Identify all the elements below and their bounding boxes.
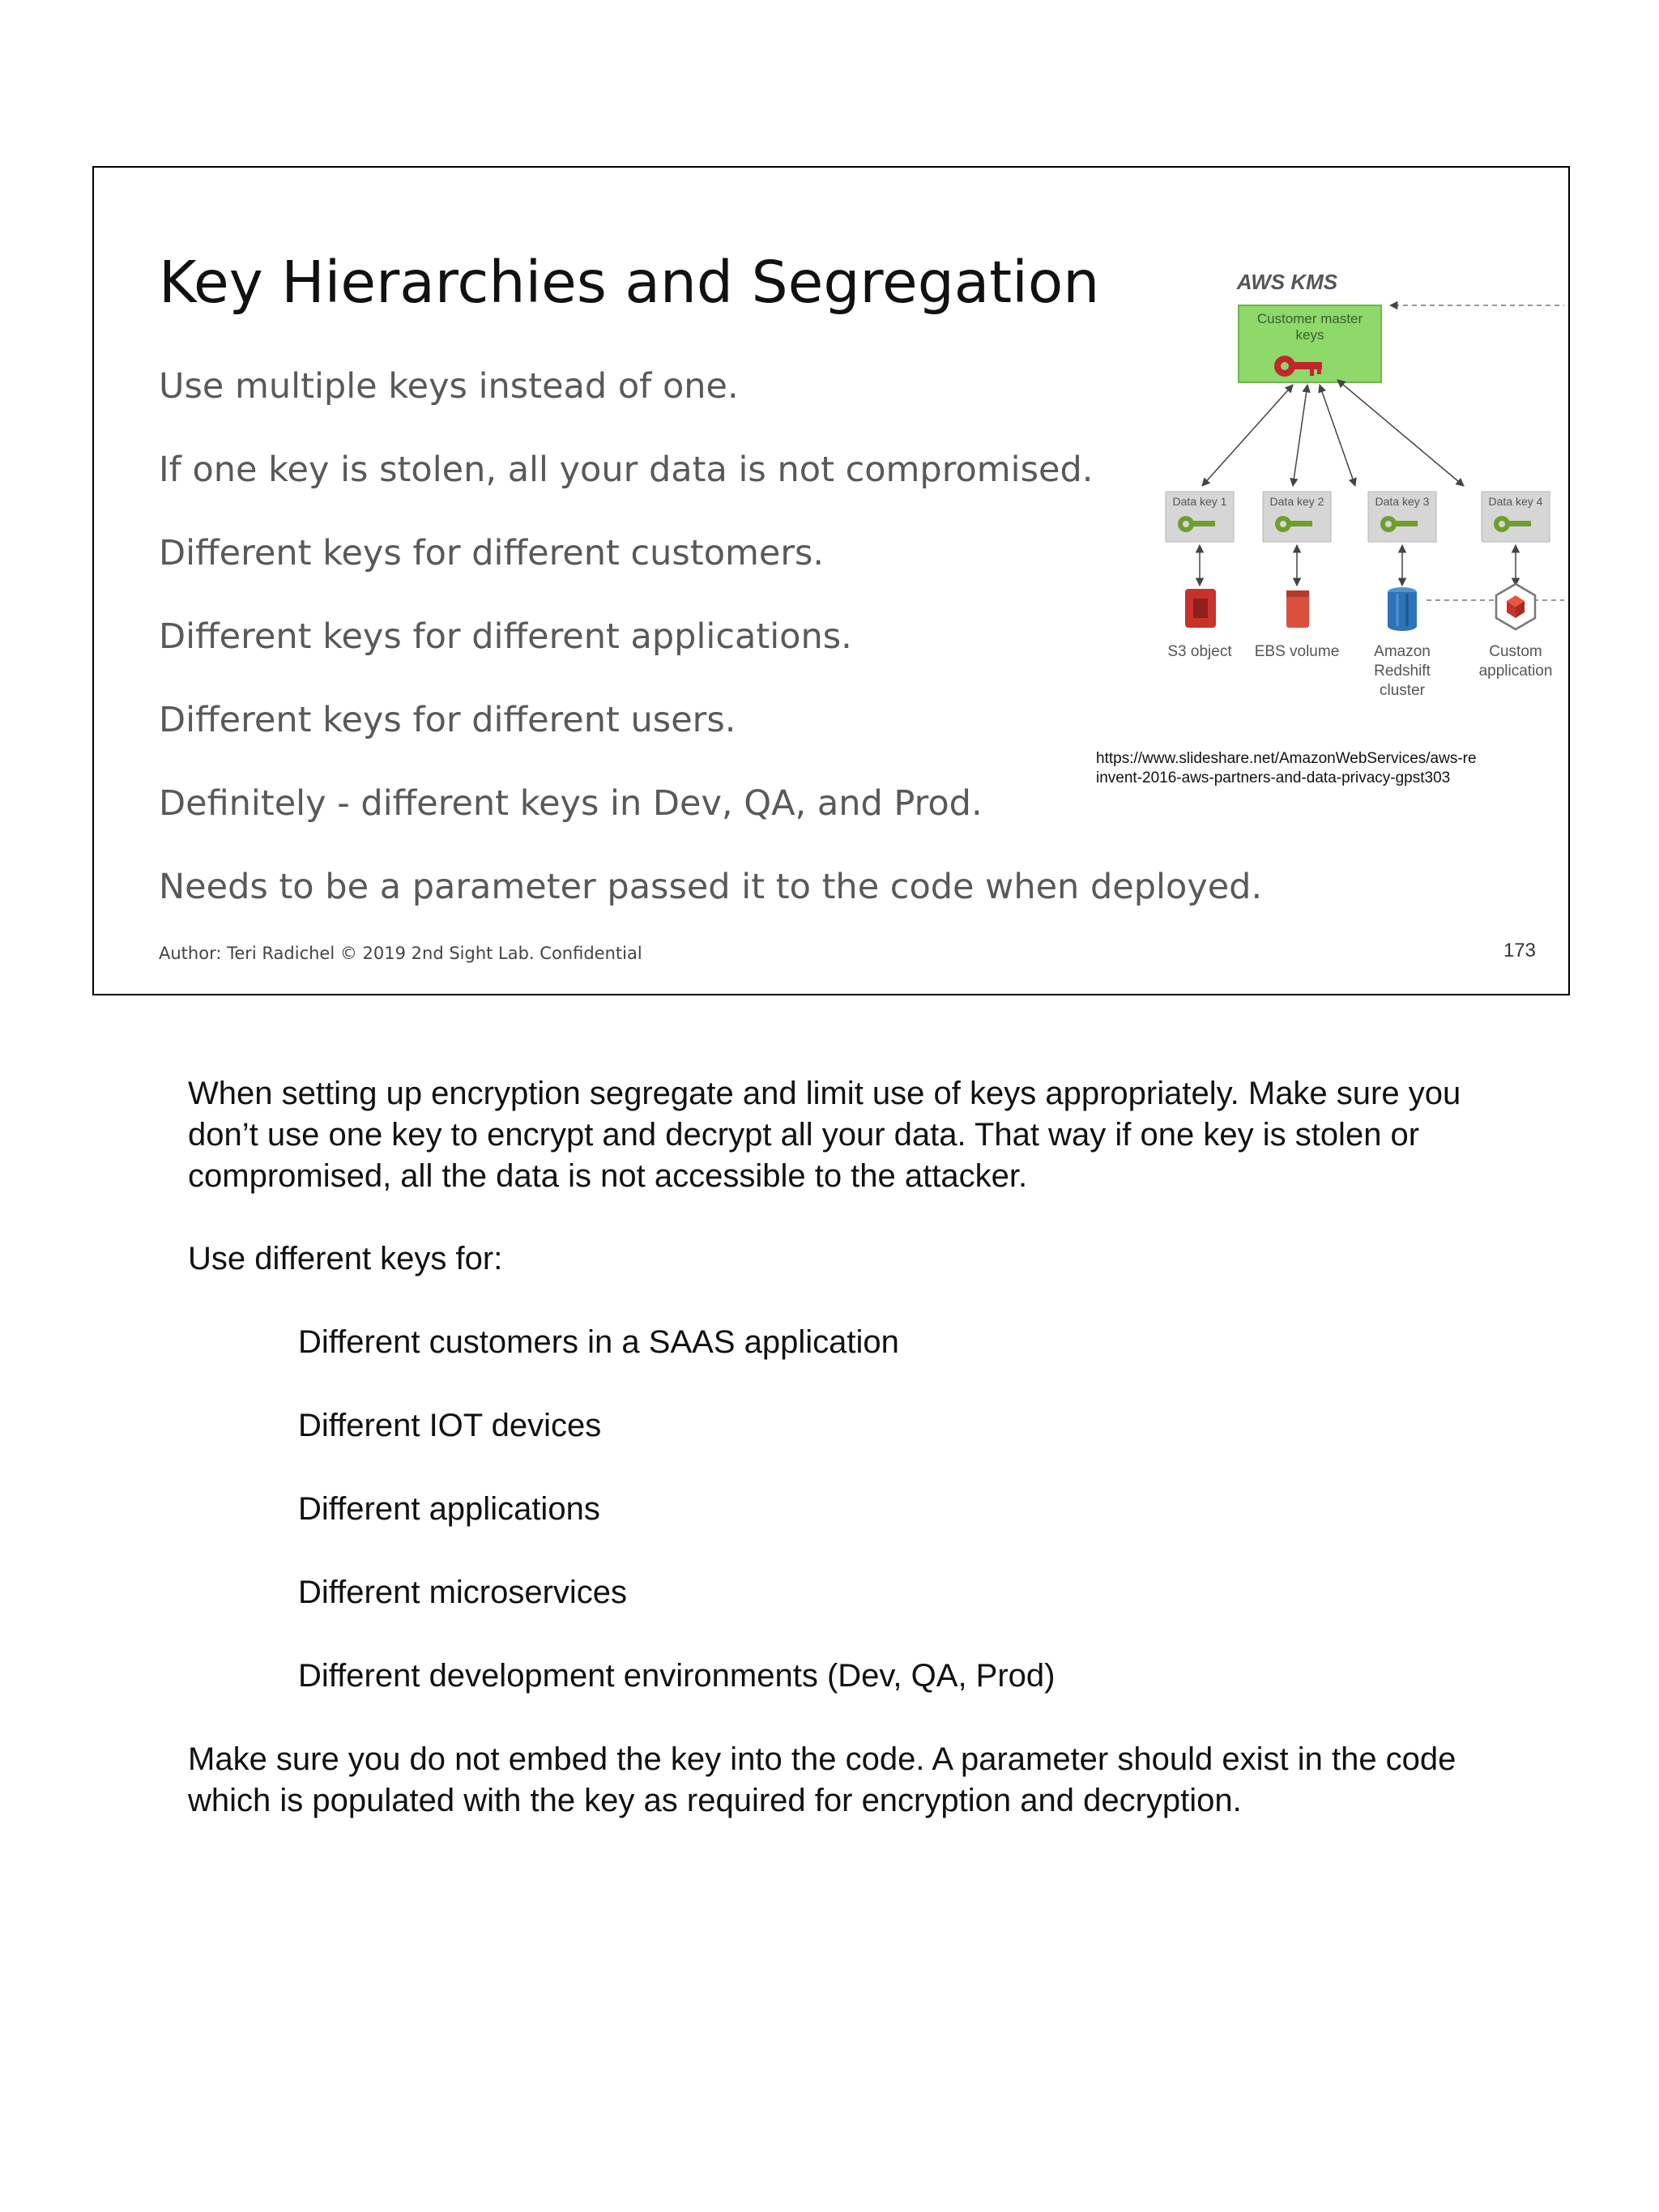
speaker-notes (188, 1073, 1500, 1822)
bullet: Use multiple keys instead of one. (159, 366, 739, 407)
source-url: https://www.slideshare.net/AmazonWebServices/aws-reinvent-2016-aws-partners-and-data-privacy-gpst303 (1096, 750, 1477, 786)
master-key-label-line2: keys (1295, 327, 1324, 343)
master-key-label-line1: Customer master (1256, 311, 1363, 326)
master-to-datakey-arrows (1202, 380, 1464, 486)
redshift-label-line2: Redshift (1374, 663, 1431, 680)
custom-label-line1: Custom (1489, 643, 1542, 660)
data-key-2 (1263, 492, 1331, 542)
datakey-to-resource-arrows (1200, 545, 1516, 586)
diagram-title: AWS KMS (1236, 270, 1338, 294)
s3-bucket-icon (1185, 589, 1216, 628)
page-number: 173 (1503, 940, 1536, 961)
ebs-label: EBS volume (1254, 643, 1340, 660)
list-item: Different IOT devices (298, 1408, 602, 1443)
customer-master-keys (1239, 305, 1381, 382)
s3-label: S3 object (1167, 643, 1232, 660)
slide (92, 166, 1570, 995)
slide-title: Key Hierarchies and Segregation (159, 249, 1100, 316)
list-item: Different development environments (Dev, QA, Prod) (298, 1658, 1056, 1694)
list-item: Different customers in a SAAS application (298, 1324, 899, 1360)
custom-application-icon (1496, 584, 1535, 629)
bullet: Different keys for different customers. (159, 533, 825, 573)
notes-use-keys-for: Use different keys for: (188, 1241, 503, 1276)
data-key-label: Data key 3 (1375, 495, 1430, 508)
bullet: If one key is stolen, all your data is not compromised. (159, 450, 1094, 490)
notes-intro: When setting up encryption segregate and limit use of keys appropriately. Make sure you don’t use one key to encrypt and decrypt all your data. That way if one key is stolen or compromised, all the data is not accessible to the attacker. (188, 1076, 1461, 1194)
data-key-3 (1368, 492, 1436, 542)
list-item: Different applications (298, 1491, 600, 1527)
data-key-4 (1482, 492, 1550, 542)
data-key-label: Data key 1 (1172, 495, 1227, 508)
dashed-feedback-line (1390, 305, 1564, 600)
redshift-icon (1388, 587, 1417, 631)
custom-label-line2: application (1478, 663, 1553, 680)
bullet: Needs to be a parameter passed it to the code when deployed. (159, 867, 1263, 907)
redshift-label-line1: Amazon (1374, 643, 1431, 660)
notes-closing: Make sure you do not embed the key into the code. A parameter should exist in the code which is populated with the key as required for encryption and decryption. (188, 1741, 1456, 1818)
data-key-label: Data key 4 (1488, 495, 1543, 508)
bullet: Different keys for different applications. (159, 616, 852, 657)
ebs-volume-icon (1286, 590, 1309, 628)
redshift-label-line3: cluster (1380, 682, 1425, 699)
data-key-label: Data key 2 (1269, 495, 1324, 508)
list-item: Different microservices (298, 1575, 628, 1610)
bullet: Definitely - different keys in Dev, QA, and Prod. (159, 783, 983, 824)
aws-kms-diagram (1062, 249, 1564, 702)
slide-author-footer: Author: Teri Radichel © 2019 2nd Sight Lab. Confidential (159, 944, 642, 963)
bullet: Different keys for different users. (159, 700, 736, 740)
data-key-1 (1166, 492, 1234, 542)
notes-list (188, 1322, 1500, 1739)
